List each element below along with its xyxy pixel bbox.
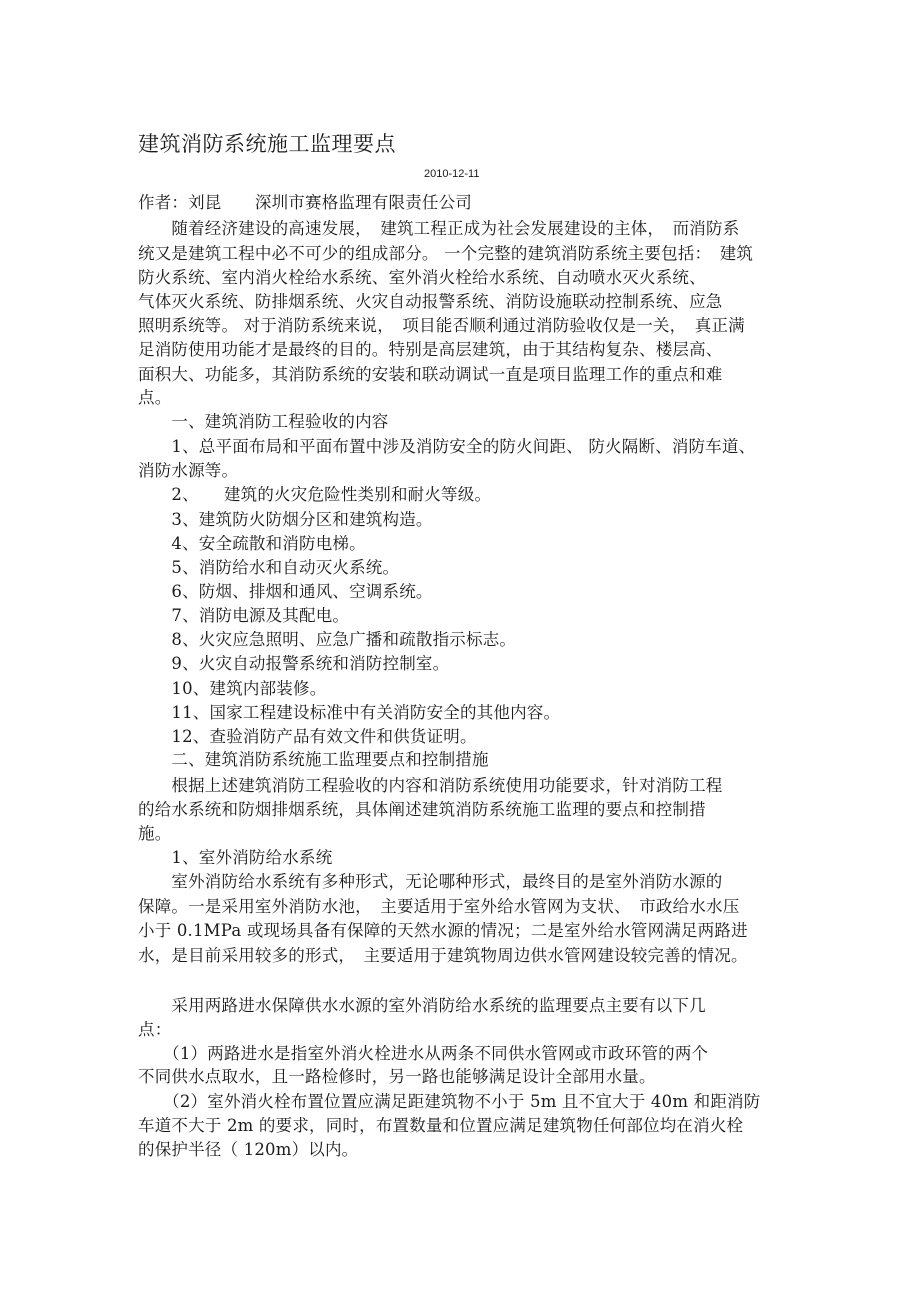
text-line: 统又是建筑工程中必不可少的组成部分。 一个完整的建筑消防系统主要包括： 建筑: [138, 244, 754, 263]
text-line: （1）两路进水是指室外消火栓进水从两条不同供水管网或市政环管的两个: [138, 1044, 709, 1063]
text-line: 施。: [138, 824, 172, 843]
text-line: 车道不大于 2m 的要求，同时，布置数量和位置应满足建筑物任何部位均在消火栓: [138, 1116, 744, 1135]
text-line: 采用两路进水保障供水水源的室外消防给水系统的监理要点主要有以下几: [138, 996, 706, 1015]
section-heading: 二、建筑消防系统施工监理要点和控制措施: [138, 750, 489, 769]
list-item: 4、安全疏散和消防电梯。: [138, 534, 366, 553]
list-item: 1、总平面布局和平面布置中涉及消防安全的防火间距、 防火隔断、消防车道、: [138, 437, 756, 456]
document-date: 2010-12-11: [424, 168, 480, 180]
text-line: 照明系统等。 对于消防系统来说， 项目能否顺利通过消防验收仅是一关， 真正满: [138, 316, 745, 335]
text-line: 面积大、功能多，其消防系统的安装和联动调试一直是项目监理工作的重点和难: [138, 365, 723, 384]
list-item: 5、消防给水和自动灭火系统。: [138, 558, 400, 577]
text-line: 的保护半径（ 120m）以内。: [138, 1140, 359, 1159]
text-line: （2）室外消火栓布置位置应满足距建筑物不小于 5m 且不宜大于 40m 和距消防: [138, 1092, 761, 1111]
text-line: 点。: [138, 388, 172, 407]
text-line: 防火系统、室内消火栓给水系统、室外消火栓给水系统、自动喷水灭火系统、: [138, 268, 706, 287]
document-title: 建筑消防系统施工监理要点: [138, 132, 396, 156]
text-line: 随着经济建设的高速发展， 建筑工程正成为社会发展建设的主体， 而消防系: [138, 219, 740, 238]
list-item: 6、防烟、排烟和通风、空调系统。: [138, 582, 433, 601]
list-item: 2、 建筑的火灾危险性类别和耐火等级。: [138, 485, 492, 504]
text-line: 足消防使用功能才是最终的目的。特别是高层建筑，由于其结构复杂、楼层高、: [138, 340, 723, 359]
list-item: 7、消防电源及其配电。: [138, 606, 350, 625]
section-heading: 一、建筑消防工程验收的内容: [138, 412, 389, 431]
author-line: 作者：刘昆 深圳市赛格监理有限责任公司: [138, 193, 472, 212]
text-line: 水，是目前采用较多的形式， 主要适用于建筑物周边供水管网建设较完善的情况。: [138, 946, 748, 965]
text-line: 保障。一是采用室外消防水池， 主要适用于室外给水管网为支状、 市政给水水压: [138, 897, 740, 916]
text-line: 室外消防给水系统有多种形式，无论哪种形式，最终目的是室外消防水源的: [138, 872, 723, 891]
text-line: 不同供水点取水，且一路检修时，另一路也能够满足设计全部用水量。: [138, 1067, 656, 1086]
text-line: 气体灭火系统、防排烟系统、火灾自动报警系统、消防设施联动控制系统、应急: [138, 292, 723, 311]
subsection-heading: 1、室外消防给水系统: [138, 848, 333, 867]
list-item: 消防水源等。: [138, 461, 239, 480]
list-item: 3、建筑防火防烟分区和建筑构造。: [138, 510, 433, 529]
text-line: 点：: [138, 1020, 172, 1039]
list-item: 12、查验消防产品有效文件和供货证明。: [138, 727, 477, 746]
list-item: 10、建筑内部装修。: [138, 679, 327, 698]
text-line: 小于 0.1MPa 或现场具备有保障的天然水源的情况；二是室外给水管网满足两路进: [138, 921, 748, 940]
text-line: 的给水系统和防烟排烟系统，具体阐述建筑消防系统施工监理的要点和控制措: [138, 800, 706, 819]
text-line: 根据上述建筑消防工程验收的内容和消防系统使用功能要求，针对消防工程: [138, 776, 723, 795]
list-item: 11、国家工程建设标准中有关消防安全的其他内容。: [138, 703, 561, 722]
list-item: 8、火灾应急照明、应急广播和疏散指示标志。: [138, 630, 517, 649]
list-item: 9、火灾自动报警系统和消防控制室。: [138, 654, 450, 673]
